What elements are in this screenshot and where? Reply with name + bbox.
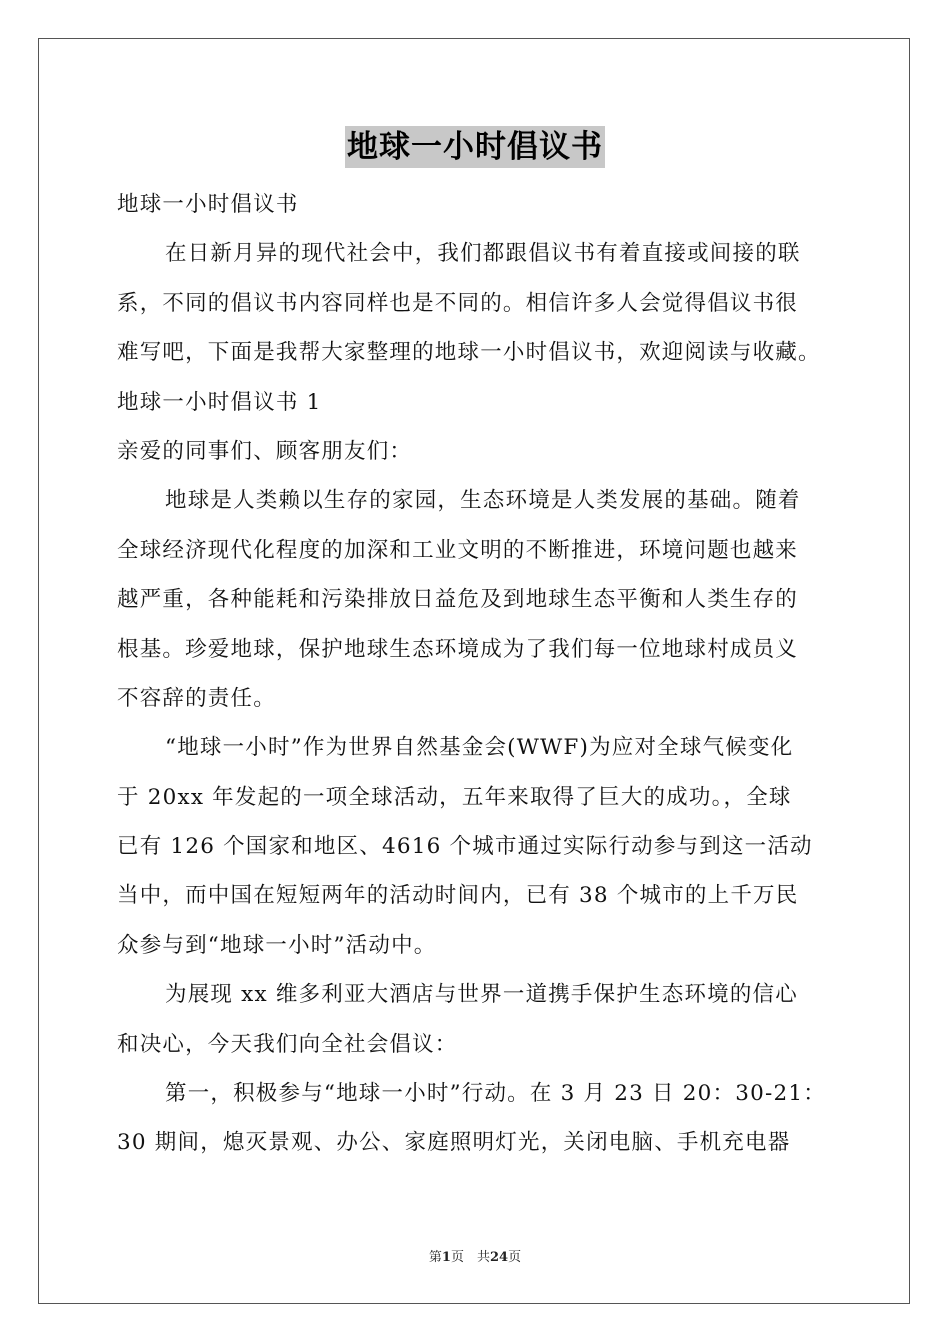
text-line: 不容辞的责任。 (117, 685, 276, 711)
text-line: 为展现 xx 维多利亚大酒店与世界一道携手保护生态环境的信心 (165, 982, 798, 1008)
text-line: 于 20xx 年发起的一项全球活动，五年来取得了巨大的成功。，全球 (117, 784, 792, 810)
document-body (117, 180, 837, 1168)
footer-total-pages: 24 (489, 1250, 509, 1265)
text-line: 在日新月异的现代社会中，我们都跟倡议书有着直接或间接的联 (165, 241, 801, 267)
page-footer (0, 1246, 950, 1265)
text-line: 30 期间，熄灭景观、办公、家庭照明灯光，关闭电脑、手机充电器 (117, 1130, 791, 1156)
text-line: 当中，而中国在短短两年的活动时间内，已有 38 个城市的上千万民 (117, 883, 799, 909)
text-line: 根基。珍爱地球，保护地球生态环境成为了我们每一位地球村成员义 (117, 636, 799, 662)
text-line: 亲爱的同事们、顾客朋友们： (117, 438, 413, 464)
text-line: 地球一小时倡议书 1 (117, 389, 322, 415)
text-line: 全球经济现代化程度的加深和工业文明的不断推进，环境问题也越来 (117, 537, 799, 563)
text-line: 地球一小时倡议书 (117, 192, 299, 217)
text-line: 已有 126 个国家和地区、4616 个城市通过实际行动参与到这一活动 (117, 834, 813, 860)
footer-suffix: 页 (508, 1250, 522, 1265)
footer-mid: 页 共 (450, 1250, 490, 1265)
text-line: 众参与到“地球一小时”活动中。 (117, 932, 437, 958)
title-container (0, 126, 950, 168)
footer-page-number: 1 (441, 1250, 451, 1265)
footer-prefix: 第 (428, 1250, 442, 1265)
document-title: 地球一小时倡议书 (345, 126, 605, 168)
text-line: 第一，积极参与“地球一小时”行动。在 3 月 23 日 20：30-21： (165, 1081, 826, 1107)
text-line: 越严重，各种能耗和污染排放日益危及到地球生态平衡和人类生存的 (117, 587, 799, 613)
text-line: 系，不同的倡议书内容同样也是不同的。相信许多人会觉得倡议书很 (117, 290, 799, 316)
text-line: “地球一小时”作为世界自然基金会(WWF)为应对全球气候变化 (165, 735, 794, 761)
text-line: 难写吧，下面是我帮大家整理的地球一小时倡议书，欢迎阅读与收藏。 (117, 340, 821, 366)
text-line: 和决心，今天我们向全社会倡议： (117, 1031, 458, 1057)
text-line: 地球是人类赖以生存的家园，生态环境是人类发展的基础。随着 (165, 488, 801, 514)
